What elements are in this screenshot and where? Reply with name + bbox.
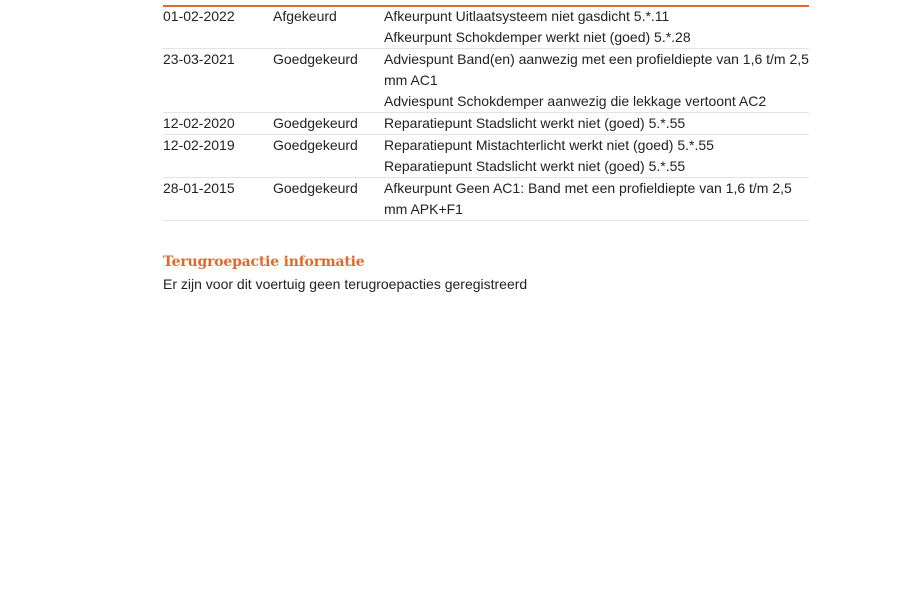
recall-status-text: Er zijn voor dit voertuig geen terugroepacties geregistreerd [163,276,528,292]
inspection-date: 23-03-2021 [163,49,273,113]
inspection-defects [384,178,809,221]
inspection-result: Goedgekeurd [273,135,384,178]
inspection-date: 28-01-2015 [163,178,273,221]
recall-section-title: Terugroepactie informatie [163,254,365,270]
inspection-date: 01-02-2022 [163,6,273,49]
inspection-result: Goedgekeurd [273,49,384,113]
inspection-history-table [163,6,809,221]
inspection-defects [384,6,809,49]
table-row [163,135,809,178]
table-row [163,113,809,135]
inspection-result: Goedgekeurd [273,178,384,221]
inspection-defects [384,49,809,113]
defect-item: Afkeurpunt Geen AC1: Band met een profieldiepte van 1,6 t/m 2,5 mm APK+F1 [384,180,792,217]
defect-item: Reparatiepunt Mistachterlicht werkt niet (goed) 5.*.55 [384,137,714,153]
inspection-date: 12-02-2020 [163,113,273,135]
inspection-date: 12-02-2019 [163,135,273,178]
inspection-defects [384,113,809,135]
table-row [163,6,809,49]
defect-item: Reparatiepunt Stadslicht werkt niet (goed) 5.*.55 [384,158,686,174]
table-row [163,178,809,221]
defect-item: Afkeurpunt Schokdemper werkt niet (goed) 5.*.28 [384,29,691,45]
table-row [163,49,809,113]
inspection-result: Goedgekeurd [273,113,384,135]
defect-item: Reparatiepunt Stadslicht werkt niet (goed) 5.*.55 [384,115,686,131]
defect-item: Adviespunt Schokdemper aanwezig die lekkage vertoont AC2 [384,93,767,109]
inspection-defects [384,135,809,178]
defect-item: Adviespunt Band(en) aanwezig met een profieldiepte van 1,6 t/m 2,5 mm AC1 [384,51,809,88]
inspection-result: Afgekeurd [273,6,384,49]
defect-item: Afkeurpunt Uitlaatsysteem niet gasdicht 5.*.11 [384,8,670,24]
